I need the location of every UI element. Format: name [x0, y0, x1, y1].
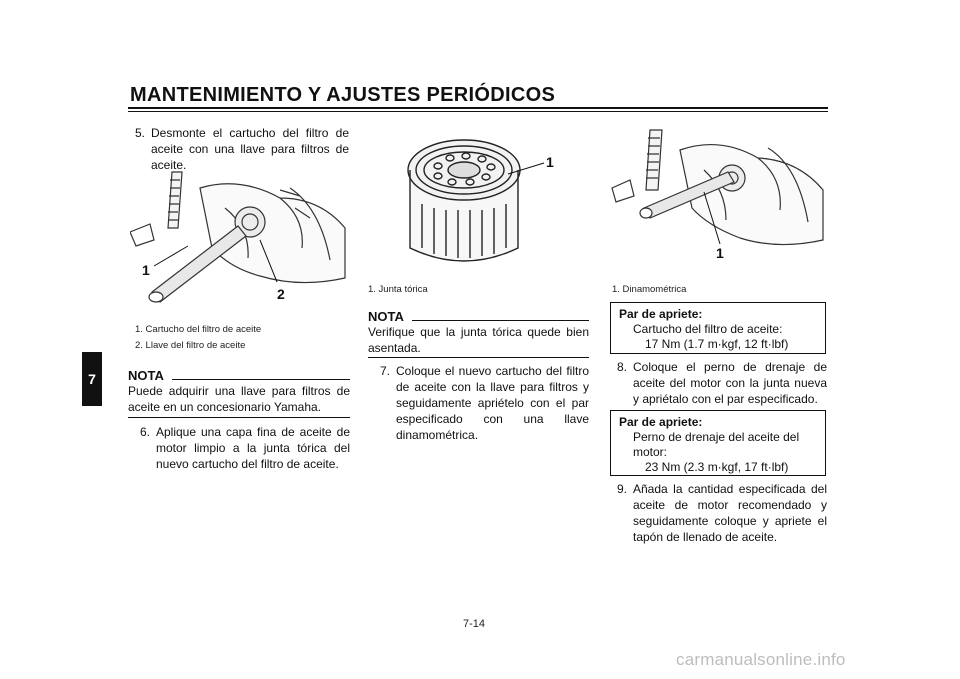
- torque-heading: Par de apriete:: [619, 415, 703, 429]
- step-number: 6.: [140, 425, 151, 439]
- step-5: [135, 125, 349, 173]
- nota-text: Verifique que la junta tórica quede bien asentada.: [368, 325, 589, 355]
- watermark: carmanualsonline.info: [676, 650, 846, 669]
- page-title: MANTENIMIENTO Y AJUSTES PERIÓDICOS: [130, 84, 556, 106]
- callout-1: 1: [716, 245, 724, 261]
- nota-rule: [412, 320, 589, 321]
- step-7: [380, 363, 589, 443]
- step-number: 9.: [617, 482, 628, 496]
- torque-value: 23 Nm (2.3 m·kgf, 17 ft·lbf): [645, 460, 789, 474]
- step-number: 5.: [135, 126, 146, 140]
- step-9: [617, 481, 827, 545]
- step-number: 7.: [380, 364, 391, 378]
- callout-1: 1: [142, 262, 150, 278]
- step-8: [617, 359, 827, 407]
- torque-item: Cartucho del filtro de aceite:: [633, 322, 783, 336]
- torque-value: 17 Nm (1.7 m·kgf, 12 ft·lbf): [645, 337, 789, 351]
- torque-heading: Par de apriete:: [619, 307, 703, 321]
- torque-item: Perno de drenaje del aceite del motor:: [633, 430, 800, 459]
- step-text: Añada la cantidad especificada del aceite de motor recomendado y seguidamente coloque y apriete el tapón de llenado de aceite.: [633, 482, 827, 544]
- title-rule-thin: [128, 111, 828, 112]
- callout-1: 1: [546, 154, 554, 170]
- nota-text: Puede adquirir una llave para filtros de aceite en un concesionario Yamaha.: [128, 384, 350, 414]
- figure-caption: 1. Dinamométrica: [612, 284, 687, 295]
- step-text: Aplique una capa fina de aceite de motor limpio a la junta tórica del nuevo cartucho del filtro de aceite.: [156, 425, 350, 471]
- oil-filter-removal-illustration: [130, 168, 352, 314]
- nota-heading: NOTA: [368, 309, 404, 324]
- step-text: Coloque el nuevo cartucho del filtro de aceite con la llave para filtros y seguidamente apriételo con el par especificado con una llave dinamométrica.: [396, 364, 589, 442]
- chapter-tab: 7: [82, 352, 102, 406]
- figure-caption: 1. Junta tórica: [368, 284, 428, 295]
- figure-caption-1: 1. Cartucho del filtro de aceite: [135, 324, 262, 335]
- torque-spec-box-filter: [610, 302, 826, 354]
- nota-rule: [172, 379, 350, 380]
- torque-spec-box-drain-bolt: [610, 410, 826, 476]
- step-6: [140, 424, 350, 472]
- figure-caption-2: 2. Llave del filtro de aceite: [135, 340, 246, 351]
- nota-end-rule: [368, 357, 589, 358]
- page-number: 7-14: [463, 618, 486, 630]
- callout-2: 2: [277, 286, 285, 302]
- title-rule: [128, 107, 828, 109]
- step-text: Desmonte el cartucho del filtro de aceite con una llave para filtros de aceite.: [151, 126, 349, 172]
- nota-end-rule: [128, 417, 350, 418]
- torque-wrench-illustration: [608, 126, 830, 274]
- step-number: 8.: [617, 360, 628, 374]
- nota-heading: NOTA: [128, 368, 164, 383]
- step-text: Coloque el perno de drenaje de aceite del motor con la junta nueva y apriétalo con el par especificado.: [633, 360, 827, 406]
- oil-filter-cartridge-illustration: [398, 130, 578, 276]
